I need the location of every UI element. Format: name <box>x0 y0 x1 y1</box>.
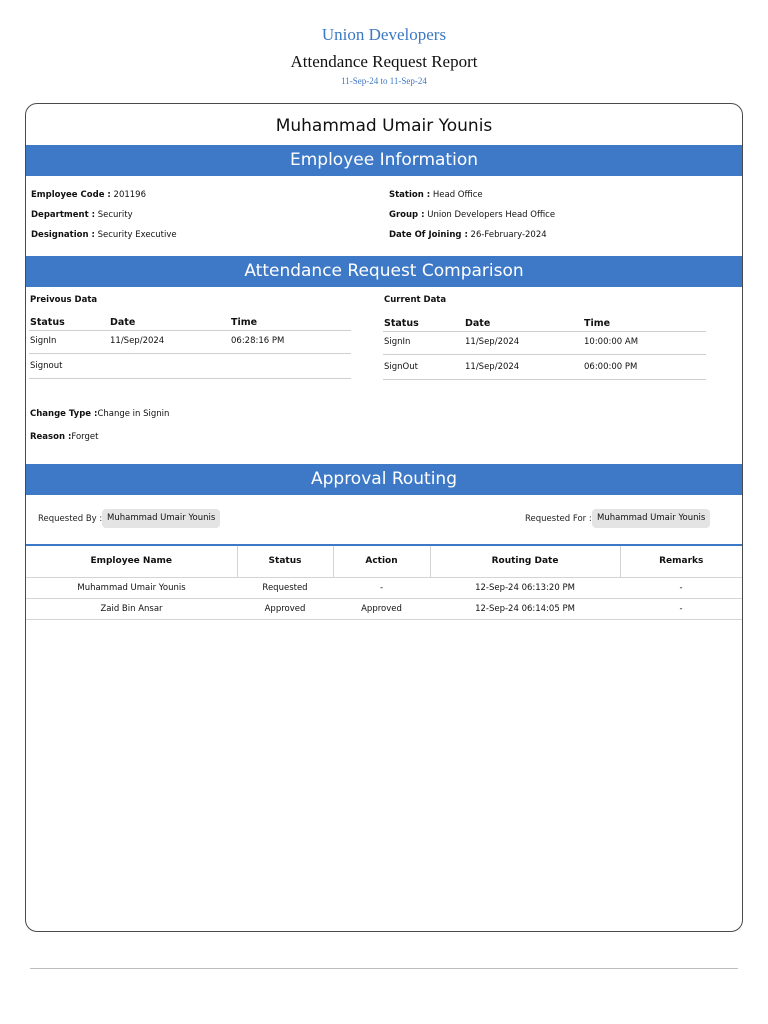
current-row-2-time: 06:00:00 PM <box>584 362 638 372</box>
column-remarks: Remarks <box>620 546 742 577</box>
requested-by-label: Requested By : <box>38 514 103 524</box>
cell-routing-date: 12-Sep-24 06:13:20 PM <box>430 577 620 598</box>
employee-info-header: Employee Information <box>26 145 742 176</box>
column-action: Action <box>333 546 430 577</box>
cell-routing-date: 12-Sep-24 06:14:05 PM <box>430 598 620 619</box>
divider <box>29 378 351 379</box>
department: Department : Security <box>31 210 133 220</box>
divider <box>29 330 351 331</box>
divider <box>29 353 351 354</box>
column-routing-date: Routing Date <box>430 546 620 577</box>
previous-date-header: Date <box>110 317 136 328</box>
designation: Designation : Security Executive <box>31 230 177 240</box>
current-row-1-date: 11/Sep/2024 <box>465 337 520 347</box>
table-row <box>26 577 742 598</box>
table-row <box>26 598 742 619</box>
report-card <box>25 103 743 932</box>
cell-employee-name: Muhammad Umair Younis <box>26 577 237 598</box>
cell-employee-name: Zaid Bin Ansar <box>26 598 237 619</box>
current-data-title: Current Data <box>384 295 447 305</box>
group: Group : Union Developers Head Office <box>389 210 556 220</box>
column-employee-name: Employee Name <box>26 546 237 577</box>
current-row-1-time: 10:00:00 AM <box>584 337 639 347</box>
requested-for-value: Muhammad Umair Younis <box>592 509 710 528</box>
footer-divider <box>30 968 738 969</box>
current-row-1-status: SignIn <box>384 337 411 347</box>
employee-name-title: Muhammad Umair Younis <box>275 116 493 136</box>
station: Station : Head Office <box>389 190 483 200</box>
previous-row-1-status: SignIn <box>30 336 57 346</box>
comparison-header: Attendance Request Comparison <box>26 256 742 287</box>
change-type: Change Type :Change in Signin <box>30 409 170 419</box>
current-time-header: Time <box>584 318 611 329</box>
previous-row-1-time: 06:28:16 PM <box>231 336 285 346</box>
current-date-header: Date <box>465 318 491 329</box>
current-status-header: Status <box>384 318 419 329</box>
cell-remarks: - <box>620 577 742 598</box>
employee-code: Employee Code : 201196 <box>31 190 146 200</box>
previous-row-2-status: Signout <box>30 361 63 371</box>
requested-by-value: Muhammad Umair Younis <box>102 509 220 528</box>
previous-row-1-date: 11/Sep/2024 <box>110 336 165 346</box>
current-row-2-status: SignOut <box>384 362 418 372</box>
cell-action: Approved <box>333 598 430 619</box>
column-status: Status <box>237 546 333 577</box>
reason: Reason :Forget <box>30 432 99 442</box>
divider <box>383 354 706 355</box>
current-row-2-date: 11/Sep/2024 <box>465 362 520 372</box>
previous-time-header: Time <box>231 317 258 328</box>
previous-data-title: Preivous Data <box>30 295 98 305</box>
company-name: Union Developers <box>321 25 447 44</box>
routing-table-header-row <box>26 546 742 577</box>
previous-status-header: Status <box>30 317 65 328</box>
cell-status: Approved <box>237 598 333 619</box>
cell-remarks: - <box>620 598 742 619</box>
cell-status: Requested <box>237 577 333 598</box>
divider <box>383 331 706 332</box>
divider <box>383 379 706 380</box>
routing-table <box>26 546 742 620</box>
date-of-joining: Date Of Joining : 26-February-2024 <box>389 230 547 240</box>
requested-for-label: Requested For : <box>525 514 592 524</box>
cell-action: - <box>333 577 430 598</box>
date-range: 11-Sep-24 to 11-Sep-24 <box>341 76 427 86</box>
approval-routing-header: Approval Routing <box>26 464 742 495</box>
report-title: Attendance Request Report <box>290 52 478 71</box>
